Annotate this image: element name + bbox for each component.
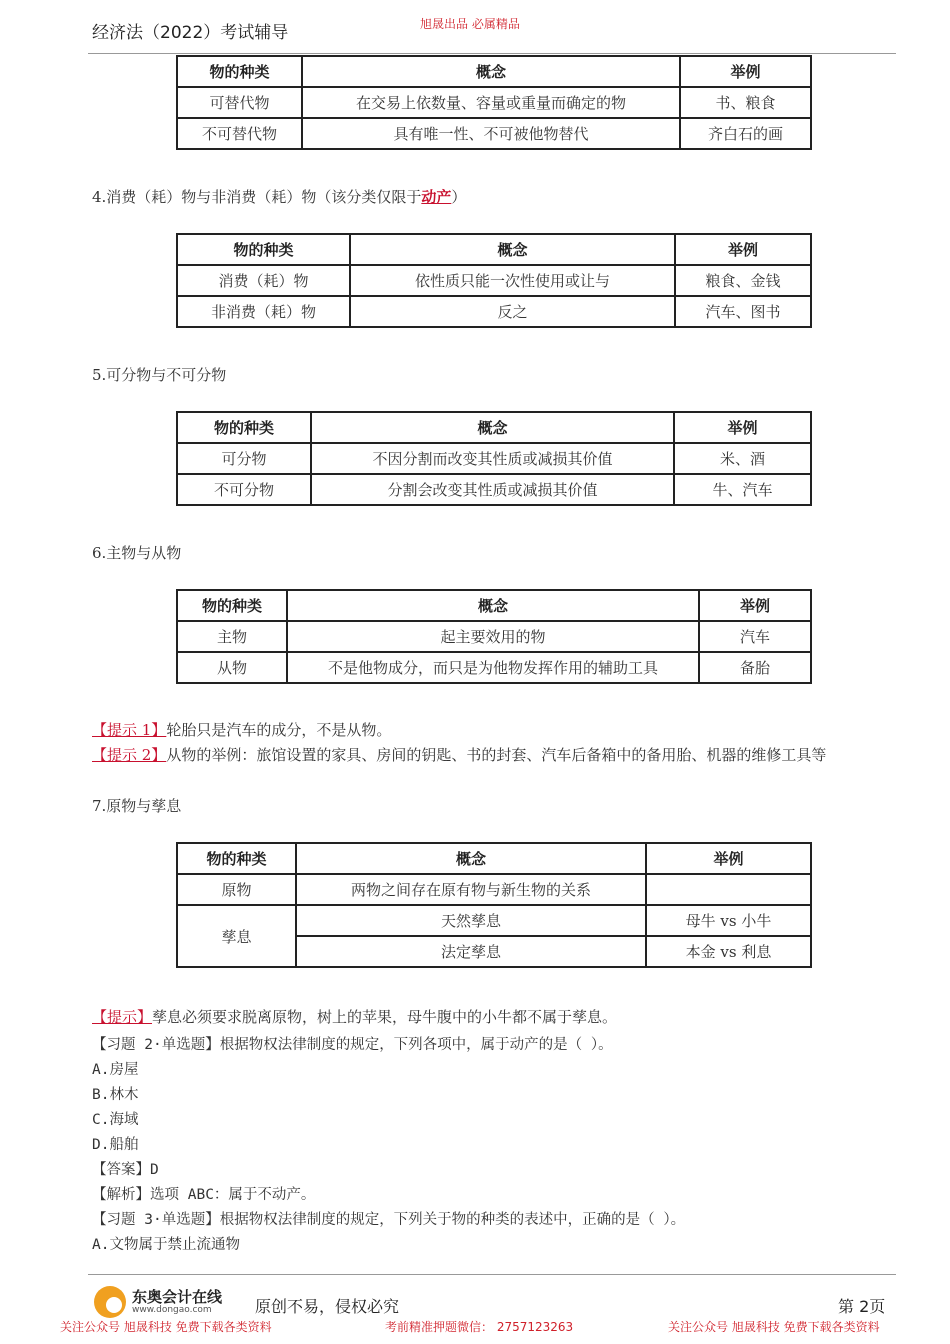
table-principal-accessory xyxy=(176,589,812,684)
document-header-title: 经济法（2022）考试辅导 xyxy=(92,23,289,43)
table-cell: 主物 xyxy=(177,621,287,652)
table-cell: 从物 xyxy=(177,652,287,683)
table-cell: 粮食、金钱 xyxy=(675,265,811,296)
hint-text: 从物的举例：旅馆设置的家具、房间的钥匙、书的封套、汽车后备箱中的备用胎、机器的维修工具等 xyxy=(166,746,827,764)
option-line: D.船舶 xyxy=(92,1137,139,1153)
question-line: 【习题 2·单选题】根据物权法律制度的规定，下列各项中，属于动产的是（ ）。 xyxy=(92,1037,613,1053)
header-cell: 举例 xyxy=(699,590,811,621)
option-line: B.林木 xyxy=(92,1087,139,1103)
table-cell: 反之 xyxy=(350,296,675,327)
analysis-line: 【解析】选项 ABC：属于不动产。 xyxy=(92,1187,316,1203)
table-cell: 齐白石的画 xyxy=(680,118,811,149)
table-row xyxy=(177,621,811,652)
table-row xyxy=(177,474,811,505)
header-cell: 举例 xyxy=(674,412,811,443)
answer-line: 【答案】D xyxy=(92,1162,159,1178)
table-header-row xyxy=(177,234,811,265)
table-cell: 书、粮食 xyxy=(680,87,811,118)
table-cell: 不可分物 xyxy=(177,474,311,505)
header-cell: 物的种类 xyxy=(177,412,311,443)
header-cell: 物的种类 xyxy=(177,234,350,265)
question-line: 【习题 3·单选题】根据物权法律制度的规定，下列关于物的种类的表述中，正确的是（ ）。 xyxy=(92,1212,686,1228)
table-cell: 天然孳息 xyxy=(296,905,646,936)
header-cell: 举例 xyxy=(646,843,811,874)
table-row xyxy=(177,905,811,936)
section-heading-4 xyxy=(92,186,466,207)
table-cell: 不是他物成分，而只是为他物发挥作用的辅助工具 xyxy=(287,652,699,683)
hint-tag: 【提示 2】 xyxy=(92,746,167,764)
table-cell: 两物之间存在原有物与新生物的关系 xyxy=(296,874,646,905)
table-row xyxy=(177,443,811,474)
table-cell xyxy=(646,874,811,905)
table-cell: 依性质只能一次性使用或让与 xyxy=(350,265,675,296)
table-row xyxy=(177,296,811,327)
table-cell: 在交易上依数量、容量或重量而确定的物 xyxy=(302,87,680,118)
hint-tag: 【提示 1】 xyxy=(92,721,167,739)
table-row xyxy=(177,265,811,296)
table-row xyxy=(177,118,811,149)
footer-note-center: 考前精准押题微信： 2757123263 xyxy=(385,1320,574,1334)
table-original-fruits xyxy=(176,842,812,968)
table-cell: 原物 xyxy=(177,874,296,905)
section-heading-7: 7.原物与孳息 xyxy=(92,797,182,815)
table-row xyxy=(177,652,811,683)
movable-property-link[interactable]: 动产 xyxy=(421,188,452,206)
table-header-row xyxy=(177,412,811,443)
hint-text: 轮胎只是汽车的成分，不是从物。 xyxy=(166,721,392,739)
header-cell: 概念 xyxy=(296,843,646,874)
table-cell: 备胎 xyxy=(699,652,811,683)
header-cell: 举例 xyxy=(680,56,811,87)
page-number: 第 2页 xyxy=(838,1297,886,1316)
table-cell: 汽车、图书 xyxy=(675,296,811,327)
option-line: C.海域 xyxy=(92,1112,139,1128)
footer-divider xyxy=(88,1274,896,1275)
table-cell: 分割会改变其性质或减损其价值 xyxy=(311,474,674,505)
header-cell: 物的种类 xyxy=(177,56,302,87)
table-cell: 消费（耗）物 xyxy=(177,265,350,296)
table-header-row xyxy=(177,590,811,621)
header-cell: 物的种类 xyxy=(177,590,287,621)
table-substitutable-things xyxy=(176,55,812,150)
footer-note-right: 关注公众号 旭晟科技 免费下载各类资料 xyxy=(668,1320,880,1334)
table-divisible-things xyxy=(176,411,812,506)
table-cell: 可分物 xyxy=(177,443,311,474)
table-row xyxy=(177,87,811,118)
table-cell: 汽车 xyxy=(699,621,811,652)
table-cell: 母牛 vs 小牛 xyxy=(646,905,811,936)
section-4-prefix: 4.消费（耗）物与非消费（耗）物（该分类仅限于 xyxy=(92,188,422,206)
logo-name: 东奥会计在线 xyxy=(132,1288,223,1306)
logo-url: www.dongao.com xyxy=(132,1305,212,1315)
table-cell: 不因分割而改变其性质或减损其价值 xyxy=(311,443,674,474)
section-heading-5: 5.可分物与不可分物 xyxy=(92,366,227,384)
section-heading-6: 6.主物与从物 xyxy=(92,544,182,562)
table-cell: 本金 vs 利息 xyxy=(646,936,811,967)
hint-2 xyxy=(92,743,897,768)
table-consumable-things xyxy=(176,233,812,328)
table-cell: 可替代物 xyxy=(177,87,302,118)
table-cell: 非消费（耗）物 xyxy=(177,296,350,327)
table-cell: 不可替代物 xyxy=(177,118,302,149)
table-row xyxy=(177,874,811,905)
table-cell: 起主要效用的物 xyxy=(287,621,699,652)
header-cell: 物的种类 xyxy=(177,843,296,874)
header-cell: 概念 xyxy=(287,590,699,621)
hint-fruits xyxy=(92,1005,897,1030)
table-cell: 牛、汽车 xyxy=(674,474,811,505)
table-cell: 法定孳息 xyxy=(296,936,646,967)
dongao-logo xyxy=(90,1283,240,1323)
footer-note-left: 关注公众号 旭晟科技 免费下载各类资料 xyxy=(60,1320,272,1334)
hint-1 xyxy=(92,718,897,743)
footer-slogan: 原创不易，侵权必究 xyxy=(255,1297,400,1316)
header-slogan: 旭晟出品 必属精品 xyxy=(420,17,520,31)
table-cell: 米、酒 xyxy=(674,443,811,474)
header-cell: 举例 xyxy=(675,234,811,265)
option-line: A.房屋 xyxy=(92,1062,139,1078)
section-4-suffix: ） xyxy=(451,188,467,206)
header-divider xyxy=(88,53,896,54)
table-cell-merged: 孳息 xyxy=(177,905,296,967)
header-cell: 概念 xyxy=(311,412,674,443)
hint-text: 孳息必须要求脱离原物，树上的苹果，母牛腹中的小牛都不属于孳息。 xyxy=(152,1008,618,1026)
table-header-row xyxy=(177,843,811,874)
option-line: A.文物属于禁止流通物 xyxy=(92,1237,240,1253)
logo-icon xyxy=(94,1286,126,1318)
header-cell: 概念 xyxy=(302,56,680,87)
hint-tag: 【提示】 xyxy=(92,1008,153,1026)
header-cell: 概念 xyxy=(350,234,675,265)
table-header-row xyxy=(177,56,811,87)
table-cell: 具有唯一性、不可被他物替代 xyxy=(302,118,680,149)
